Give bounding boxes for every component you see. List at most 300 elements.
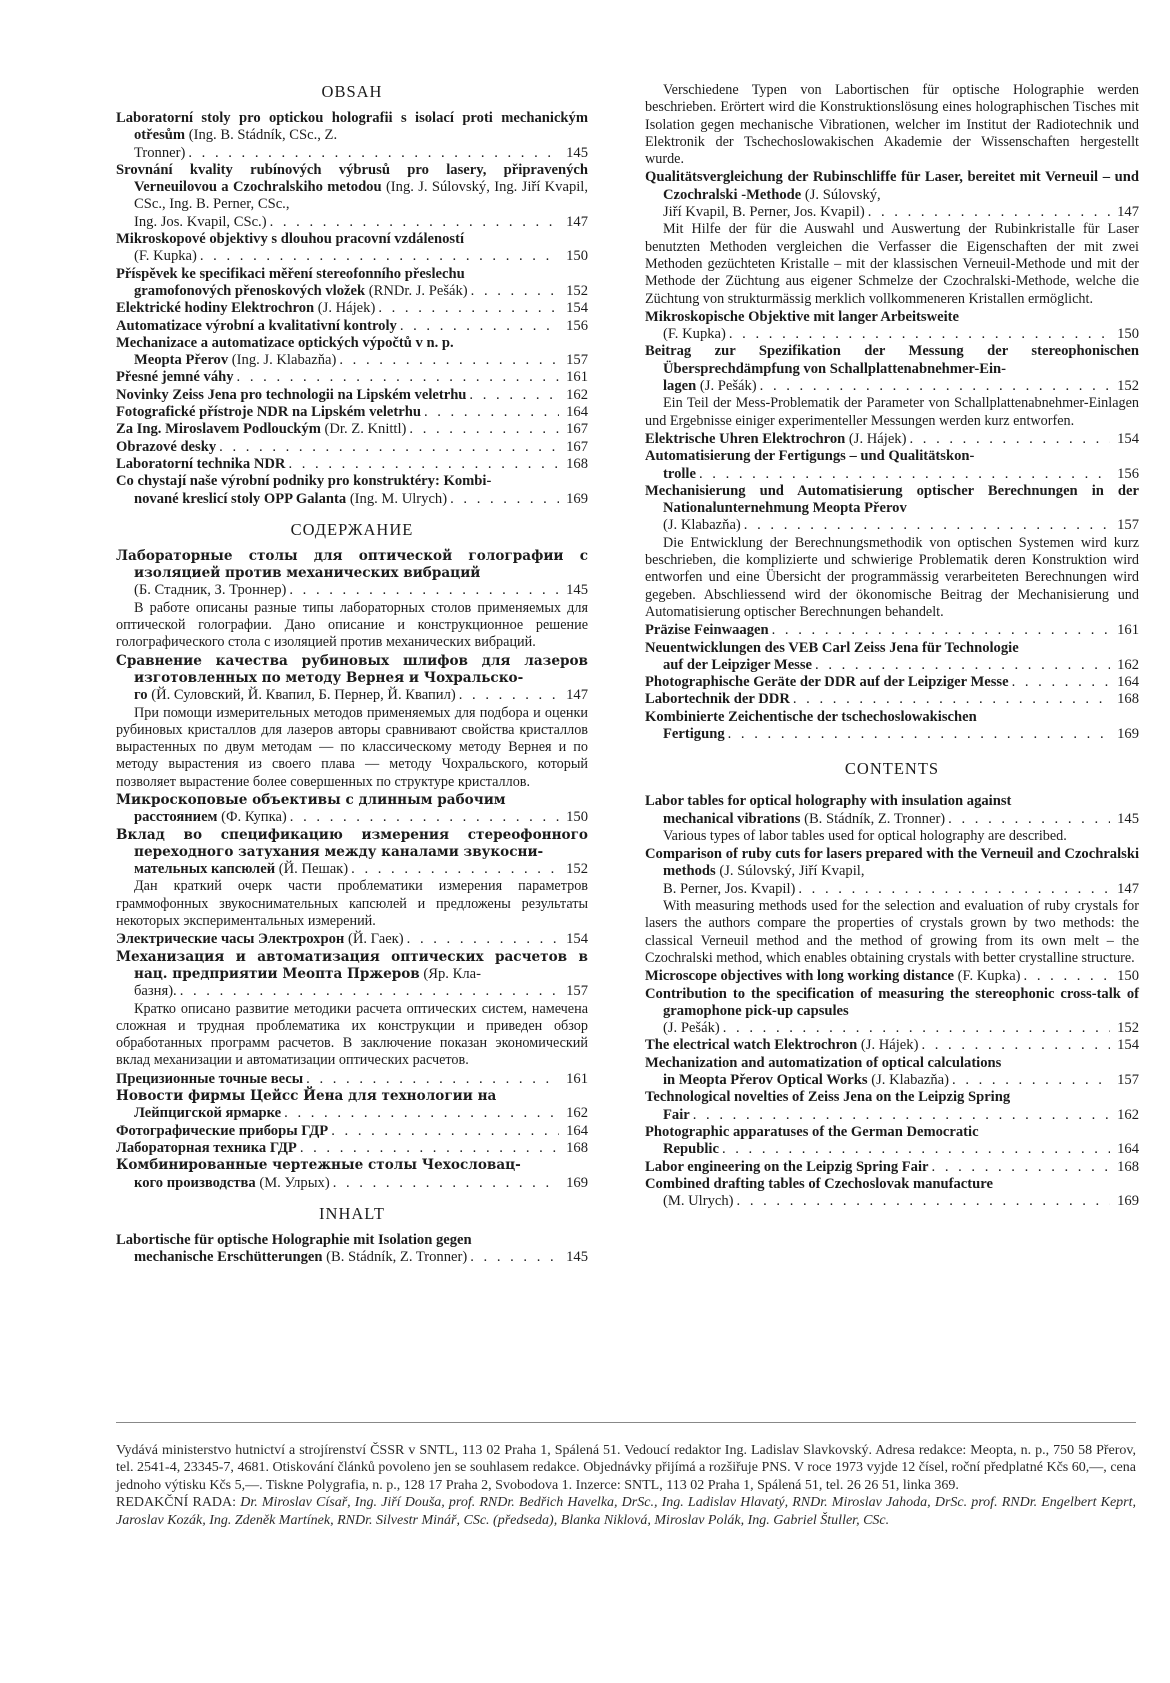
page-number: 157 bbox=[566, 352, 588, 369]
section-title-inhalt: INHALT bbox=[319, 1203, 385, 1223]
toc-entry-line bbox=[645, 204, 1139, 221]
toc-entry-tail bbox=[663, 726, 725, 743]
toc-entry-title-end: The electrical watch Elektrochron bbox=[645, 1037, 858, 1054]
leader-dots bbox=[339, 352, 559, 369]
page-number: 164 bbox=[566, 404, 588, 421]
page-number: 145 bbox=[566, 1249, 588, 1266]
toc-entry-line bbox=[116, 582, 588, 599]
toc-entry-line bbox=[116, 248, 588, 265]
toc-entry-title-block bbox=[116, 335, 588, 352]
toc-entry-title: Mikroskopové objektivy s dlouhou pracovní vzdáleností bbox=[116, 231, 465, 248]
toc-entry-abstract: Mit Hilfe der für die Auswahl und Auswertung der Rubinkristalle für Laser benutzten Methoden vergleichen die Verfasser die Eigenschaften der mit zwei Methoden gezüchteten Kristalle – mit der klassischen Verneuil-Methode und mit der Methode der Züchtung aus eigener Schmelze der Czochralski-Methode, welche die Züchtung von strukturmässig merklich vollkommeneren Kristallen ermöglicht. bbox=[645, 221, 1139, 307]
leader-dots bbox=[351, 861, 559, 878]
toc-entry-title-block bbox=[116, 827, 588, 862]
toc-entry-line bbox=[116, 318, 588, 335]
toc-entry-title-end: Novinky Zeiss Jena pro technologii na Lipském veletrhu bbox=[116, 386, 467, 403]
toc-entry-author: (J. Hájek) bbox=[314, 300, 376, 317]
toc-entry-title-end: Fair bbox=[663, 1106, 690, 1123]
leader-dots bbox=[728, 726, 1110, 743]
toc-entry-abstract: Ein Teil der Mess-Problematik der Parameter von Schallplattenabnehmer-Einlagen und Ergebnisse einiger experimenteller Messungen werden kurz entworfen. bbox=[645, 395, 1139, 429]
page-number: 152 bbox=[566, 861, 588, 878]
toc-entry-title-block bbox=[645, 309, 1139, 326]
toc-entry-author: (J. Súlovský, Jiří Kvapil, bbox=[715, 863, 865, 880]
toc-entry bbox=[116, 421, 588, 438]
page-number: 169 bbox=[566, 1174, 588, 1191]
toc-entry-title-block bbox=[116, 231, 588, 248]
toc-entry-tail bbox=[645, 1159, 929, 1176]
toc-entry-tail bbox=[663, 1107, 690, 1124]
leader-dots bbox=[400, 318, 559, 335]
toc-entry-title-block bbox=[645, 640, 1139, 657]
toc-entry-title-block bbox=[116, 1157, 588, 1174]
toc-entry-author: (Ing. B. Stádník, CSc., Z. bbox=[185, 127, 338, 144]
page-number: 150 bbox=[1117, 326, 1139, 343]
page-number: 157 bbox=[1117, 517, 1139, 534]
leader-dots bbox=[1012, 674, 1110, 691]
toc-entry-line bbox=[116, 491, 588, 508]
toc-entry-tail bbox=[663, 1072, 949, 1089]
page-number: 162 bbox=[566, 1105, 588, 1122]
toc-entry-author: (Dr. Z. Knittl) bbox=[320, 421, 407, 438]
toc-entry bbox=[645, 483, 1139, 621]
toc-entry-title-end: nované kreslicí stoly OPP Galanta bbox=[134, 490, 347, 507]
toc-entry-author: (F. Kupka) bbox=[134, 248, 197, 265]
page-number: 164 bbox=[1117, 1141, 1139, 1158]
leader-dots bbox=[289, 582, 559, 599]
toc-entry bbox=[116, 827, 588, 931]
toc-entry-title-end: Laboratorní technika NDR bbox=[116, 455, 286, 472]
toc-entry-abstract: Die Entwicklung der Berechnungsmethodik von optischen Systemen wird kurz beschrieben, die komplizierte und schwierige Problematik deren Konstruktion wird entworfen und eine Übersicht der programmässig verarbeiteten Berechnungen wird gegeben. Abschliessend wird der ökonomische Beitrag der Mechanisierung und Automatisierung optischer Berechnungen behandelt. bbox=[645, 534, 1139, 620]
toc-entry-author: (J. Hájek) bbox=[857, 1037, 919, 1054]
toc-entry-title-end: Photographische Geräte der DDR auf der Leipziger Messe bbox=[645, 674, 1009, 691]
page-number: 152 bbox=[566, 282, 588, 299]
editorial-board-members: Dr. Miroslav Císař, Ing. Jiří Douša, prof. RNDr. Bedřich Havelka, DrSc., Ing. Ladislav Hlavatý, RNDr. Miroslav Jahoda, DrSc. prof. RNDr. Engelbert Keprt, Jaroslav Kozák, Ing. Zdeněk Martínek, RNDr. Silvestr Minář, CSc. (předseda), Blanka Niklová, Miroslav Polák, Ing. Gabriel Štuller, CSc. bbox=[116, 1495, 1137, 1528]
toc-entry-line bbox=[645, 657, 1139, 674]
toc-entry-title-block bbox=[645, 846, 1139, 881]
toc-entry-author: Jiří Kvapil, B. Perner, Jos. Kvapil) bbox=[663, 204, 865, 221]
toc-entry-author: (F. Kupka) bbox=[954, 968, 1021, 985]
leader-dots bbox=[180, 983, 559, 1000]
toc-entry-title-block bbox=[116, 949, 588, 984]
page-number: 161 bbox=[1117, 622, 1139, 639]
page-number: 147 bbox=[566, 213, 588, 230]
toc-entry-title: Mechanizace a automatizace optických výpočtů v n. p. bbox=[116, 334, 454, 351]
toc-entry-line bbox=[116, 1123, 588, 1140]
toc-entry bbox=[645, 1176, 1139, 1211]
toc-entry-tail bbox=[663, 326, 726, 343]
leader-dots bbox=[471, 283, 559, 300]
toc-entry-tail bbox=[134, 1249, 467, 1266]
toc-entry bbox=[116, 1071, 588, 1088]
toc-entry-title-block bbox=[645, 986, 1139, 1021]
toc-entry-title-end: mechanical vibrations bbox=[663, 810, 801, 827]
leader-dots bbox=[469, 387, 559, 404]
leader-dots bbox=[290, 809, 559, 826]
toc-entry-line bbox=[116, 931, 588, 948]
page-number: 162 bbox=[1117, 1106, 1139, 1123]
toc-entry bbox=[116, 369, 588, 386]
toc-entry-tail bbox=[134, 491, 447, 508]
toc-entry-line bbox=[645, 881, 1139, 898]
toc-entry-author: B. Perner, Jos. Kvapil) bbox=[663, 880, 796, 897]
toc-entry bbox=[116, 335, 588, 370]
page-number: 161 bbox=[566, 1070, 588, 1087]
leader-dots bbox=[948, 811, 1110, 828]
leader-dots bbox=[952, 1072, 1110, 1089]
toc-entry-title-end: Fotografické přístroje NDR na Lipském veletrhu bbox=[116, 404, 421, 421]
toc-entry-tail bbox=[663, 204, 865, 221]
page-number: 150 bbox=[566, 248, 588, 265]
page-number: 167 bbox=[566, 438, 588, 455]
page-number: 157 bbox=[566, 983, 588, 1000]
toc-entry bbox=[645, 1159, 1139, 1176]
toc-entry-title-end: Прецизионные точные весы bbox=[116, 1070, 304, 1087]
leader-dots bbox=[1024, 968, 1110, 985]
page-number: 156 bbox=[566, 317, 588, 334]
toc-entry-line bbox=[116, 369, 588, 386]
leader-dots bbox=[744, 517, 1110, 534]
toc-entry-tail bbox=[663, 517, 741, 534]
toc-entry-title-end: Za Ing. Miroslavem Podlouckým bbox=[116, 421, 321, 438]
toc-entry-title: Příspěvek ke specifikaci měření stereofonního přeslechu bbox=[116, 265, 465, 282]
page-number: 169 bbox=[566, 490, 588, 507]
toc-entry bbox=[116, 1140, 588, 1157]
toc-entry-title: Neuentwicklungen des VEB Carl Zeiss Jena für Technologie bbox=[645, 639, 1019, 656]
toc-entry-title-end: Elektrische Uhren Elektrochron bbox=[645, 430, 846, 447]
page-number: 152 bbox=[1117, 1020, 1139, 1037]
toc-entry-author: (J. Súlovský, bbox=[801, 186, 881, 203]
toc-entry-title: Лабораторные столы для оптической голографии с изоляцией против механических вибраций bbox=[116, 547, 588, 582]
toc-entry-title-block bbox=[116, 266, 588, 283]
toc-entry-line bbox=[116, 404, 588, 421]
toc-entry-abstract: Кратко описано развитие методики расчета оптических систем, намечена сложная и трудная проблематика их конструкции и приведен обзор обработанных программ расчетов. В заключение показан экономический вклад механизации и автоматизации оптических расчетов. bbox=[116, 1000, 588, 1069]
toc-entry bbox=[116, 404, 588, 421]
toc-entry-author: (Ing. M. Ulrych) bbox=[346, 490, 448, 507]
toc-entry bbox=[645, 448, 1139, 483]
imprint-divider bbox=[116, 1422, 1136, 1423]
toc-entry-line bbox=[645, 1020, 1139, 1037]
toc-entry bbox=[645, 709, 1139, 744]
toc-entry-author: Tronner) bbox=[134, 144, 186, 161]
toc-entry-tail bbox=[663, 811, 945, 828]
toc-entry-title-block bbox=[116, 1088, 588, 1105]
toc-entry-abstract: В работе описаны разные типы лабораторных столов применяемых для оптической голографии. Дано описание и конструкционное решение голографического стола с изоляцией против механических вибраций. bbox=[116, 599, 588, 651]
toc-entry-author: (M. Ulrych) bbox=[663, 1193, 734, 1210]
toc-entry-line bbox=[116, 283, 588, 300]
toc-entry-line bbox=[645, 691, 1139, 708]
toc-entry-tail bbox=[663, 1193, 734, 1210]
toc-entry-title: Вклад во спецификацию измерения стереофонного переходного затухания между каналами звукосни- bbox=[116, 826, 588, 860]
imprint bbox=[116, 1442, 1136, 1529]
page-number: 162 bbox=[1117, 656, 1139, 673]
toc-entry bbox=[645, 622, 1139, 639]
leader-dots bbox=[288, 456, 559, 473]
toc-entry-line bbox=[116, 145, 588, 162]
leader-dots bbox=[470, 1249, 559, 1266]
page-number: 145 bbox=[566, 582, 588, 599]
toc-entry-title-end: Präzise Feinwaagen bbox=[645, 622, 769, 639]
toc-entry-line bbox=[645, 1159, 1139, 1176]
leader-dots bbox=[699, 466, 1110, 483]
page-number: 169 bbox=[1117, 1193, 1139, 1210]
toc-entry-author: (J. Klabazňa) bbox=[663, 517, 741, 534]
toc-entry-tail bbox=[645, 1037, 918, 1054]
toc-entry-tail bbox=[663, 881, 795, 898]
toc-entry bbox=[645, 674, 1139, 691]
toc-entry-abstract: With measuring methods used for the selection and evaluation of ruby crystals for lasers the authors compare the properties of crystals grown by two methods: the classical Verneuil method and the method of growing from its own melt – the Czochralski method, which enables obtaining crystals with better crystalline structure. bbox=[645, 898, 1139, 966]
page-number: 145 bbox=[566, 144, 588, 161]
leader-dots bbox=[729, 326, 1110, 343]
leader-dots bbox=[300, 1140, 559, 1157]
toc-entry-author: (Ing. J. Súlovský, Ing. Jiří Kvapil, CSc., Ing. B. Perner, CSc., bbox=[134, 179, 588, 213]
leader-dots bbox=[331, 1123, 559, 1140]
toc-entry-line bbox=[645, 466, 1139, 483]
toc-entry-title: Co chystají naše výrobní podniky pro konstruktéry: Kombi- bbox=[116, 473, 492, 490]
toc-entry-title-end: го bbox=[134, 687, 148, 704]
toc-entry-line bbox=[645, 1141, 1139, 1158]
toc-entry-title: Labortische für optische Holographie mit Isolation gegen bbox=[116, 1231, 472, 1248]
toc-entry-tail bbox=[116, 1140, 297, 1157]
page-number: 167 bbox=[566, 421, 588, 438]
toc-entry bbox=[116, 931, 588, 948]
toc-entry-line bbox=[645, 431, 1139, 448]
toc-entry-line bbox=[116, 983, 588, 1000]
page-number: 156 bbox=[1117, 465, 1139, 482]
toc-entry-title: Qualitätsvergleichung der Rubinschliffe für Laser, bereitet mit Verneuil – und Czochralski -Methode bbox=[645, 169, 1139, 203]
toc-entry-abstract: Various types of labor tables used for optical holography are described. bbox=[663, 827, 1067, 844]
toc-entry-line bbox=[116, 214, 588, 231]
toc-entry bbox=[645, 309, 1139, 344]
leader-dots bbox=[284, 1105, 559, 1122]
toc-entry-title-block bbox=[645, 483, 1139, 518]
toc-entry-title-end: auf der Leipziger Messe bbox=[663, 656, 813, 673]
toc-entry-line bbox=[116, 456, 588, 473]
toc-entry-line bbox=[645, 726, 1139, 743]
toc-entry bbox=[116, 473, 588, 508]
page-number: 168 bbox=[566, 455, 588, 472]
toc-entry-title: Technological novelties of Zeiss Jena on the Leipzig Spring bbox=[645, 1089, 1011, 1106]
page-number: 145 bbox=[1117, 810, 1139, 827]
toc-list-inhalt-left bbox=[116, 1232, 588, 1267]
page-number: 164 bbox=[1117, 674, 1139, 691]
toc-entry-line bbox=[645, 811, 1139, 828]
toc-entry-line bbox=[116, 300, 588, 317]
toc-entry bbox=[116, 1157, 588, 1192]
toc-entry-tail bbox=[134, 1105, 281, 1122]
toc-entry-author: (J. Pešák) bbox=[696, 378, 757, 395]
toc-entry bbox=[116, 456, 588, 473]
toc-entry-tail bbox=[134, 809, 287, 826]
leader-dots bbox=[909, 431, 1110, 448]
toc-entry-author: (Б. Стадник, З. Троннер) bbox=[134, 582, 287, 599]
toc-entry-title-end: Fertigung bbox=[663, 725, 725, 742]
toc-entry-abstract: Дан краткий очерк части проблематики измерения параметров граммофонных звукоснимательных капсюлей и предложены результаты некоторых экспериментальных измерений. bbox=[116, 878, 588, 930]
toc-entry-title-end: расстоянием bbox=[134, 809, 218, 826]
toc-entry-tail bbox=[134, 861, 348, 878]
leader-dots bbox=[219, 439, 559, 456]
toc-entry-author: (Й. Пешак) bbox=[275, 861, 349, 878]
leader-dots bbox=[693, 1107, 1110, 1124]
toc-entry-line bbox=[645, 326, 1139, 343]
page-number: 168 bbox=[1117, 691, 1139, 708]
leader-dots bbox=[921, 1037, 1110, 1054]
leader-dots bbox=[450, 491, 559, 508]
toc-entry-line bbox=[116, 387, 588, 404]
leader-dots bbox=[723, 1020, 1110, 1037]
toc-entry-author: (Ing. J. Klabazňa) bbox=[228, 352, 337, 369]
toc-entry-title-end: Republic bbox=[663, 1141, 719, 1158]
toc-entry-title-block bbox=[645, 1089, 1139, 1106]
leader-dots bbox=[306, 1071, 559, 1088]
toc-entry-line bbox=[645, 517, 1139, 534]
toc-entry bbox=[116, 548, 588, 652]
toc-entry-tail bbox=[663, 1141, 719, 1158]
toc-entry-author: (RNDr. J. Pešák) bbox=[365, 282, 468, 299]
toc-entry-title: Сравнение качества рубиновых шлифов для лазеров изготовленных по методу Вернея и Чохральско- bbox=[116, 652, 588, 686]
toc-entry-tail bbox=[116, 931, 404, 948]
toc-entry-line bbox=[116, 861, 588, 878]
page-number: 147 bbox=[566, 687, 588, 704]
toc-entry-title-block bbox=[645, 343, 1139, 378]
toc-entry bbox=[116, 439, 588, 456]
toc-entry bbox=[116, 387, 588, 404]
leader-dots bbox=[270, 214, 559, 231]
toc-entry bbox=[116, 110, 588, 162]
toc-entry-title-end: Лабораторная техника ГДР bbox=[116, 1139, 297, 1156]
toc-entry-line bbox=[116, 687, 588, 704]
toc-entry-line bbox=[116, 421, 588, 438]
page-number: 154 bbox=[1117, 430, 1139, 447]
toc-entry bbox=[645, 793, 1139, 845]
section-title-soderzhanie: СОДЕРЖАНИЕ bbox=[290, 519, 414, 539]
toc-entry-title-block bbox=[116, 110, 588, 145]
toc-entry-tail bbox=[663, 657, 812, 674]
toc-entry-title: Labor tables for optical holography with insulation against bbox=[645, 793, 1012, 810]
toc-entry-title-end: Лейпцигской ярмарке bbox=[134, 1105, 282, 1122]
toc-entry-title-end: Labor engineering on the Leipzig Spring Fair bbox=[645, 1158, 929, 1175]
toc-entry-line bbox=[645, 378, 1139, 395]
imprint-text: Vydává ministerstvo hutnictví a strojírenství ČSSR v SNTL, 113 02 Praha 1, Spálená 51. Vedoucí redaktor Ing. Ladislav Slavkovský. Adresa redakce: Meopta, n. p., 750 58 Přerov, tel. 2541-4, 23345-7, 4681. Otiskování článků povoleno jen se souhlasem redakce. Objednávky přijímá a rozšiřuje PNS. V roce 1973 vyjde 12 čísel, roční předplatné Kčs 60,—, cena jednoho výtisku Kčs 5,—. Tiskne Polygrafia, n. p., 128 17 Praha 2, Svobodova 1. Inzerce: SNTL, 113 02 Praha 1, Spálená 51, tel. 26 26 51, linka 369. bbox=[116, 1443, 1136, 1493]
leader-dots bbox=[424, 404, 559, 421]
toc-entry-tail bbox=[134, 1175, 330, 1192]
toc-entry-title: Комбинированные чертежные столы Чехословац- bbox=[116, 1157, 521, 1174]
toc-entry bbox=[116, 792, 588, 827]
leader-dots bbox=[932, 1159, 1110, 1176]
toc-entry bbox=[645, 986, 1139, 1038]
toc-entry-tail bbox=[134, 145, 185, 162]
toc-list-soderzhanie bbox=[116, 548, 588, 1192]
toc-entry bbox=[116, 1088, 588, 1123]
toc-entry bbox=[116, 949, 588, 1070]
toc-entry-title-end: мательных капсюлей bbox=[134, 861, 276, 878]
toc-entry-tail bbox=[134, 248, 197, 265]
page-number: 157 bbox=[1117, 1072, 1139, 1089]
toc-entry bbox=[645, 846, 1139, 967]
toc-entry bbox=[116, 653, 588, 791]
toc-entry-tail bbox=[116, 300, 375, 317]
toc-entry-tail bbox=[663, 378, 757, 395]
toc-entry-author: (J. Pešák) bbox=[663, 1020, 720, 1037]
toc-entry-title-block bbox=[645, 793, 1139, 810]
toc-entry-title-end: trolle bbox=[663, 465, 696, 482]
toc-entry-tail bbox=[134, 983, 177, 1000]
toc-entry-title: Beitrag zur Spezifikation der Messung der stereophonischen Übersprechdämpfung von Schallplattenabnehmer-Ein- bbox=[645, 343, 1139, 377]
leader-dots bbox=[200, 248, 559, 265]
toc-entry-line bbox=[116, 1249, 588, 1266]
toc-entry-title-end: lagen bbox=[663, 378, 697, 395]
toc-entry-title: Photographic apparatuses of the German Democratic bbox=[645, 1123, 979, 1140]
section-title-obsah: OBSAH bbox=[321, 82, 383, 101]
toc-entry-tail bbox=[134, 214, 267, 231]
leader-dots bbox=[378, 300, 559, 317]
page-number: 152 bbox=[1117, 378, 1139, 395]
toc-entry-title-block bbox=[645, 709, 1139, 726]
toc-entry-title-end: Automatizace výrobní a kvalitativní kontroly bbox=[116, 317, 397, 334]
page-number: 164 bbox=[566, 1122, 588, 1139]
toc-entry-title: Kombinierte Zeichentische der tschechoslowakischen bbox=[645, 708, 977, 725]
toc-entry-title-block bbox=[645, 1176, 1139, 1193]
toc-entry bbox=[645, 169, 1139, 307]
leader-dots bbox=[459, 687, 559, 704]
toc-entry-author: (Й. Гаек) bbox=[344, 931, 404, 948]
toc-entry-title-end: Фотографические приборы ГДР bbox=[116, 1122, 329, 1139]
toc-entry-title: Automatisierung der Fertigungs – und Qualitätskon- bbox=[645, 448, 975, 465]
toc-entry bbox=[645, 1037, 1139, 1054]
leader-dots bbox=[868, 204, 1110, 221]
toc-entry bbox=[645, 431, 1139, 448]
toc-entry bbox=[645, 640, 1139, 675]
toc-entry-title-block bbox=[116, 792, 588, 809]
toc-entry-author: (Ф. Купка) bbox=[217, 809, 287, 826]
toc-entry-title-end: in Meopta Přerov Optical Works bbox=[663, 1072, 868, 1089]
toc-list-obsah bbox=[116, 110, 588, 508]
toc-entry-title-end: Meopta Přerov bbox=[134, 352, 229, 369]
toc-entry-tail bbox=[663, 1020, 720, 1037]
toc-entry-title: Contribution to the specification of measuring the stereophonic cross-talk of gramophone pick-up capsules bbox=[645, 985, 1139, 1019]
toc-entry bbox=[645, 1089, 1139, 1124]
toc-entry-title: Микроскоповые объективы с длинным рабочим bbox=[116, 791, 506, 808]
toc-entry-author: (М. Улрых) bbox=[255, 1174, 330, 1191]
toc-entry-line bbox=[645, 1193, 1139, 1210]
toc-entry-line bbox=[116, 352, 588, 369]
editorial-board-label: REDAKČNÍ RADA: bbox=[116, 1495, 237, 1511]
toc-entry bbox=[645, 1055, 1139, 1090]
toc-entry-tail bbox=[116, 369, 234, 386]
toc-entry-line bbox=[645, 1037, 1139, 1054]
toc-entry-tail bbox=[663, 466, 696, 483]
toc-entry-line bbox=[116, 1105, 588, 1122]
toc-entry bbox=[116, 1123, 588, 1140]
toc-entry-tail bbox=[116, 1123, 328, 1140]
toc-entry-title-end: mechanische Erschütterungen bbox=[134, 1249, 323, 1266]
leader-dots bbox=[815, 657, 1110, 674]
toc-entry-author: (J. Klabazňa) bbox=[867, 1072, 950, 1089]
toc-entry-tail bbox=[645, 691, 790, 708]
page-number: 169 bbox=[1117, 725, 1139, 742]
toc-entry-tail bbox=[116, 421, 406, 438]
toc-entry bbox=[116, 318, 588, 335]
page-number: 168 bbox=[1117, 1158, 1139, 1175]
toc-entry-tail bbox=[134, 582, 286, 599]
page-number: 161 bbox=[566, 369, 588, 386]
toc-entry-tail bbox=[134, 283, 468, 300]
toc-entry-tail bbox=[645, 968, 1021, 985]
toc-entry-title: Mechanisierung und Automatisierung optischer Berechnungen in der Nationalunternehmung Meopta Přerov bbox=[645, 482, 1139, 517]
page-number: 147 bbox=[1117, 204, 1139, 221]
toc-entry-title-end: gramofonových přenoskových vložek bbox=[134, 282, 366, 299]
toc-entry-tail bbox=[116, 439, 216, 456]
toc-entry-title: Mikroskopische Objektive mit langer Arbeitsweite bbox=[645, 308, 960, 325]
